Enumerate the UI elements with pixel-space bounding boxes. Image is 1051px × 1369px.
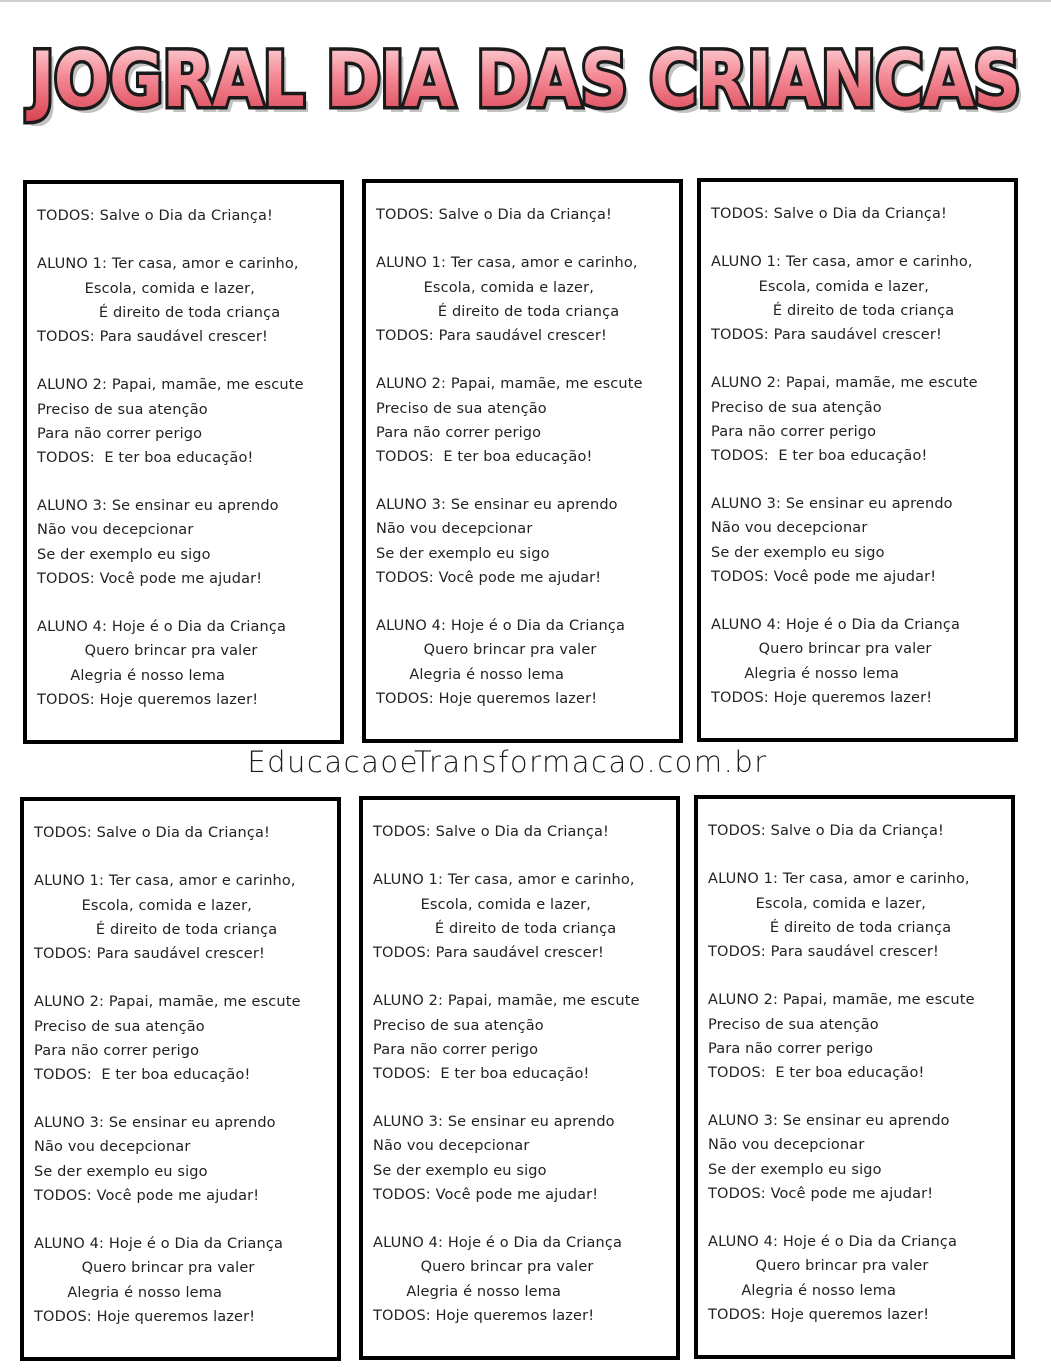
poem-line: Preciso de sua atenção <box>34 1018 205 1035</box>
stanza-gap <box>34 845 337 869</box>
stanza-gap <box>711 589 1014 613</box>
poem-line: Preciso de sua atenção <box>708 1016 879 1033</box>
poem-line: Alegria é nosso lema <box>708 1282 897 1299</box>
poem-line: Para não correr perigo <box>711 423 877 440</box>
title-art <box>20 26 1030 126</box>
poem-line: Para não correr perigo <box>708 1040 874 1057</box>
poem-line: ALUNO 2: Papai, mamãe, me escute <box>37 377 304 394</box>
poem-line: Para não correr perigo <box>373 1041 539 1058</box>
poem-line: Quero brincar pra valer <box>34 1260 255 1277</box>
poem-line: Não vou decepcionar <box>708 1137 865 1154</box>
stanza-gap <box>376 469 679 493</box>
poem-line: ALUNO 3: Se ensinar eu aprendo <box>37 498 279 515</box>
stanza-gap <box>373 1086 676 1110</box>
stanza-gap <box>711 226 1014 250</box>
poem-line: TODOS: Salve o Dia da Criança! <box>37 208 274 224</box>
stanza-gap <box>37 591 340 615</box>
poem-line: TODOS: Hoje queremos lazer! <box>376 690 598 707</box>
poem-line: ALUNO 2: Papai, mamãe, me escute <box>376 376 643 393</box>
top-rule <box>0 0 1051 2</box>
stanza-gap <box>376 227 679 251</box>
stanza-gap <box>34 966 337 990</box>
poem-line: TODOS: Para saudável crescer! <box>376 327 607 344</box>
stanza-gap <box>34 1208 337 1232</box>
poem-line: TODOS: E ter boa educação! <box>708 1064 925 1081</box>
stanza-gap <box>37 470 340 494</box>
poem-line: TODOS: Você pode me ajudar! <box>376 569 602 586</box>
poem-line: ALUNO 2: Papai, mamãe, me escute <box>711 375 978 392</box>
title-shadow: JOGRAL DIA DAS CRIANCAS <box>30 41 1026 126</box>
poem-line: Alegria é nosso lema <box>711 665 900 682</box>
poem-line: Escola, comida e lazer, <box>711 278 929 295</box>
poem-line: ALUNO 3: Se ensinar eu aprendo <box>711 496 953 513</box>
stanza-gap <box>373 1207 676 1231</box>
stanza-gap <box>708 843 1011 867</box>
poem-line: ALUNO 3: Se ensinar eu aprendo <box>34 1115 276 1132</box>
poem-line: Quero brincar pra valer <box>376 642 597 659</box>
website-watermark: EducacaoeTransformacao.com.br <box>247 745 768 779</box>
poem-line: Preciso de sua atenção <box>373 1017 544 1034</box>
poem-line: É direito de toda criança <box>376 303 620 320</box>
poem-line: Escola, comida e lazer, <box>376 279 594 296</box>
jogral-card-2 <box>362 179 683 743</box>
stanza-gap <box>376 590 679 614</box>
poem-line: É direito de toda criança <box>37 304 281 321</box>
poem-line: TODOS: Para saudável crescer! <box>373 944 604 961</box>
poem-line: É direito de toda criança <box>373 920 617 937</box>
poem-line: Alegria é nosso lema <box>37 667 226 684</box>
poem-line: TODOS: Você pode me ajudar! <box>708 1185 934 1202</box>
poem-line: Preciso de sua atenção <box>711 399 882 416</box>
title-text: JOGRAL DIA DAS CRIANCAS <box>25 35 1021 124</box>
stanza-gap <box>34 1087 337 1111</box>
poem-line: ALUNO 4: Hoje é o Dia da Criança <box>373 1235 623 1252</box>
poem-line: Quero brincar pra valer <box>711 641 932 658</box>
poem-line: Não vou decepcionar <box>34 1139 191 1156</box>
poem-line: Alegria é nosso lema <box>376 666 565 683</box>
stanza-gap <box>708 1085 1011 1109</box>
poem-line: TODOS: E ter boa educação! <box>711 447 928 464</box>
poem-line: TODOS: Salve o Dia da Criança! <box>376 207 613 223</box>
poem-line: ALUNO 3: Se ensinar eu aprendo <box>708 1113 950 1130</box>
jogral-card-3 <box>697 178 1018 742</box>
poem-line: ALUNO 4: Hoje é o Dia da Criança <box>34 1236 284 1253</box>
stanza-gap <box>37 349 340 373</box>
stanza-gap <box>711 468 1014 492</box>
poem-line: ALUNO 4: Hoje é o Dia da Criança <box>37 619 287 636</box>
poem-line: Preciso de sua atenção <box>376 400 547 417</box>
poem-line: Não vou decepcionar <box>373 1138 530 1155</box>
poem-line: Para não correr perigo <box>37 425 203 442</box>
poem-line: Quero brincar pra valer <box>373 1259 594 1276</box>
poem-line: TODOS: Para saudável crescer! <box>34 945 265 962</box>
poem-line: TODOS: Salve o Dia da Criança! <box>34 825 271 841</box>
poem-line: ALUNO 1: Ter casa, amor e carinho, <box>376 255 638 272</box>
poem-line: TODOS: Você pode me ajudar! <box>37 570 263 587</box>
poem-line: TODOS: E ter boa educação! <box>34 1066 251 1083</box>
poem-line: Se der exemplo eu sigo <box>708 1161 882 1178</box>
poem-line: Não vou decepcionar <box>711 520 868 537</box>
poem-line: Para não correr perigo <box>34 1042 200 1059</box>
poem-line: TODOS: Salve o Dia da Criança! <box>373 824 610 840</box>
poem-line: ALUNO 3: Se ensinar eu aprendo <box>373 1114 615 1131</box>
poem-line: ALUNO 2: Papai, mamãe, me escute <box>34 994 301 1011</box>
poem-line: TODOS: Hoje queremos lazer! <box>37 691 259 708</box>
stanza-gap <box>37 228 340 252</box>
poem-line: É direito de toda criança <box>711 302 955 319</box>
poem-line: ALUNO 4: Hoje é o Dia da Criança <box>376 618 626 635</box>
poem-line: TODOS: Você pode me ajudar! <box>711 568 937 585</box>
poem-line: Escola, comida e lazer, <box>708 895 926 912</box>
poem-line: Alegria é nosso lema <box>373 1283 562 1300</box>
poem-line: TODOS: Para saudável crescer! <box>711 326 942 343</box>
poem-line: ALUNO 1: Ter casa, amor e carinho, <box>34 873 296 890</box>
poem-line: TODOS: Hoje queremos lazer! <box>373 1307 595 1324</box>
poem-line: Se der exemplo eu sigo <box>373 1162 547 1179</box>
poem-line: Se der exemplo eu sigo <box>376 545 550 562</box>
poem-line: Escola, comida e lazer, <box>37 280 255 297</box>
poem-line: ALUNO 2: Papai, mamãe, me escute <box>708 992 975 1009</box>
jogral-card-6 <box>694 795 1015 1359</box>
poem-line: Escola, comida e lazer, <box>373 896 591 913</box>
poem-line: TODOS: Salve o Dia da Criança! <box>708 823 945 839</box>
stanza-gap <box>711 347 1014 371</box>
poem-line: ALUNO 4: Hoje é o Dia da Criança <box>711 617 961 634</box>
poem-line: Alegria é nosso lema <box>34 1284 223 1301</box>
poem-line: TODOS: Hoje queremos lazer! <box>711 689 933 706</box>
stanza-gap <box>373 965 676 989</box>
poem-line: Quero brincar pra valer <box>37 643 258 660</box>
poem-line: TODOS: E ter boa educação! <box>37 449 254 466</box>
stanza-gap <box>708 1206 1011 1230</box>
poem-line: TODOS: E ter boa educação! <box>373 1065 590 1082</box>
poem-line: É direito de toda criança <box>708 919 952 936</box>
poem-line: Para não correr perigo <box>376 424 542 441</box>
jogral-card-5 <box>359 796 680 1360</box>
poem-line: Se der exemplo eu sigo <box>711 544 885 561</box>
poem-line: TODOS: Salve o Dia da Criança! <box>711 206 948 222</box>
poem-line: ALUNO 1: Ter casa, amor e carinho, <box>711 254 973 271</box>
poem-line: Se der exemplo eu sigo <box>34 1163 208 1180</box>
poem-line: ALUNO 1: Ter casa, amor e carinho, <box>373 872 635 889</box>
poem-line: TODOS: Você pode me ajudar! <box>373 1186 599 1203</box>
poem-line: TODOS: Você pode me ajudar! <box>34 1187 260 1204</box>
poem-line: TODOS: Para saudável crescer! <box>708 943 939 960</box>
poem-line: Se der exemplo eu sigo <box>37 546 211 563</box>
stanza-gap <box>376 348 679 372</box>
stanza-gap <box>373 844 676 868</box>
poem-line: ALUNO 2: Papai, mamãe, me escute <box>373 993 640 1010</box>
poem-line: TODOS: Hoje queremos lazer! <box>708 1306 930 1323</box>
page-title <box>20 26 1030 126</box>
stanza-gap <box>708 964 1011 988</box>
poem-line: ALUNO 3: Se ensinar eu aprendo <box>376 497 618 514</box>
poem-line: TODOS: E ter boa educação! <box>376 448 593 465</box>
jogral-card-4 <box>20 797 341 1361</box>
poem-line: Não vou decepcionar <box>37 522 194 539</box>
poem-line: ALUNO 4: Hoje é o Dia da Criança <box>708 1234 958 1251</box>
poem-line: Não vou decepcionar <box>376 521 533 538</box>
poem-line: Preciso de sua atenção <box>37 401 208 418</box>
poem-line: ALUNO 1: Ter casa, amor e carinho, <box>708 871 970 888</box>
poem-line: Quero brincar pra valer <box>708 1258 929 1275</box>
poem-line: Escola, comida e lazer, <box>34 897 252 914</box>
poem-line: TODOS: Para saudável crescer! <box>37 328 268 345</box>
poem-line: ALUNO 1: Ter casa, amor e carinho, <box>37 256 299 273</box>
poem-line: TODOS: Hoje queremos lazer! <box>34 1308 256 1325</box>
jogral-card-1 <box>23 180 344 744</box>
poem-line: É direito de toda criança <box>34 921 278 938</box>
